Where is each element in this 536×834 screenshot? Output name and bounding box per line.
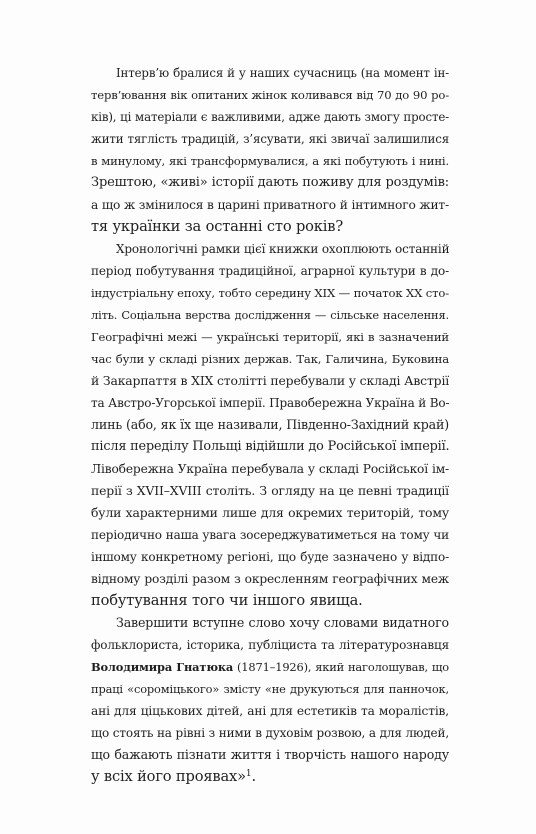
paragraph-1-line-7: а що ж змінилося в царині приватного й інтимного жит- <box>91 198 449 212</box>
paragraph-3-line-5: ані для ціцькових дітей, ані для естетиків та моралістів, <box>91 704 449 718</box>
paragraph-2-line-5: Географічні межі — українські території, які в зазначений <box>91 330 449 344</box>
paragraph-2-line-9: линь (або, як їх ще називали, Південно-Західний край) <box>91 417 449 432</box>
paragraph-2-line-8: та Австро-Угорської імперії. Правобережна Україна й Во- <box>91 396 450 410</box>
paragraph-1-line-8: тя українки за останні сто років? <box>91 218 344 235</box>
final-period: . <box>251 768 256 785</box>
footnote-marker[interactable]: 1 <box>245 769 252 779</box>
paragraph-2-line-10: після переділу Польщі відійшли до Російської імперії. <box>91 439 450 454</box>
paragraph-2-line-2: період побутування традиційної, аграрної культури в до- <box>91 264 449 278</box>
paragraph-2-line-3: індустріальну епоху, тобто середину XIX — початок XX сто- <box>91 286 449 300</box>
paragraph-3-line-1: Завершити вступне слово хочу словами видатного <box>116 615 449 630</box>
paragraph-3-line-2: фольклориста, історика, публіциста та літературознавця <box>91 638 449 652</box>
author-dates-text: (1871–1926), який наголошував, що <box>233 660 449 674</box>
paragraph-1-line-1: Інтерв’ю бралися й у наших сучасниць (на момент ін- <box>116 66 449 80</box>
author-name: Володимира Гнатюка <box>91 660 234 674</box>
paragraph-2-line-12: перії з XVII–XVIII століть. З огляду на це певні традиції <box>91 483 449 498</box>
paragraph-3-line-6: що стоять на рівні з ними в духовім розвою, а для людей, <box>91 726 449 740</box>
paragraph-3-line-4: праці «сороміцького» змісту «не друкуються для панночок, <box>91 682 449 696</box>
paragraph-2-line-7: й Закарпаття в XIX столітті перебували у складі Австрії <box>91 373 450 388</box>
paragraph-2-line-4: літь. Соціальна верства дослідження — сільське населення. <box>91 308 449 322</box>
paragraph-3-line-8 <box>91 766 449 788</box>
paragraph-1-line-6: Зрештою, «живі» історії дають поживу для роздумів: <box>91 175 449 190</box>
paragraph-2-line-6: час були у складі різних держав. Так, Галичина, Буковина <box>91 352 449 366</box>
paragraph-1-line-5: в минулому, які трансформувалися, а які побутують і нині. <box>91 154 449 168</box>
paragraph-2-line-15: іншому конкретному регіоні, що буде зазначено у відпо- <box>91 550 449 564</box>
paragraph-2-line-11: Лівобережна Україна перебувала у складі Російської ім- <box>91 462 449 476</box>
paragraph-1-line-4: жити тяглість традицій, з’ясувати, які звичаї залишилися <box>91 132 449 146</box>
paragraph-2-line-13: були характерними лише для окремих територій, тому <box>91 505 449 520</box>
paragraph-1-line-3: ків), ці матеріали є важливими, адже дають змогу просте- <box>91 110 449 124</box>
paragraph-2-line-17: побутування того чи іншого явища. <box>91 592 363 609</box>
paragraph-3-line-3 <box>91 656 449 678</box>
paragraph-2-line-1: Хронологічні рамки цієї книжки охоплюють останній <box>116 242 450 256</box>
paragraph-1-line-2: терв’ювання вік опитаних жінок коливався від 70 до 90 ро- <box>91 88 449 102</box>
paragraph-2-line-16: відному розділі разом з окресленням географічних меж <box>91 572 449 586</box>
paragraph-2-line-14: періодично наша увага зосереджуватиметься на тому чи <box>91 528 449 542</box>
quote-ending: у всіх його проявах» <box>91 768 246 785</box>
paragraph-3-line-7: що бажають пізнати життя і творчість нашого народу <box>91 747 449 762</box>
